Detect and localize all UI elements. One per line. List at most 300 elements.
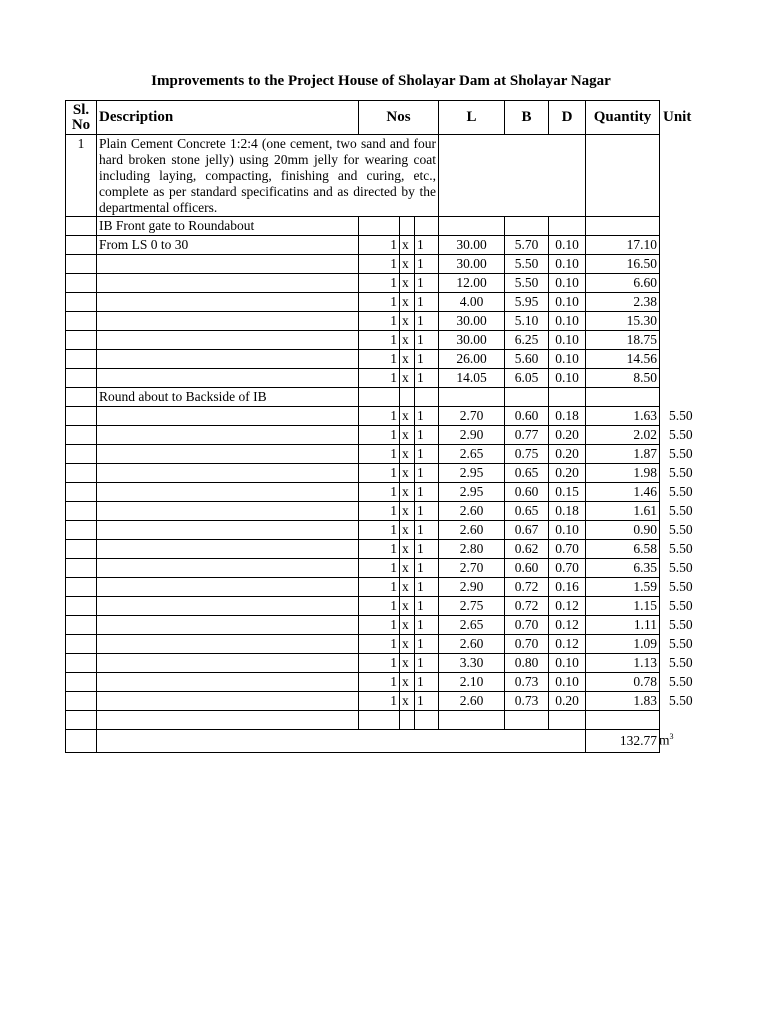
length-value: 2.60 bbox=[439, 521, 505, 540]
breadth-value: 0.73 bbox=[505, 692, 549, 711]
unit-value: 5.50 bbox=[669, 426, 693, 442]
nos-count: 1 bbox=[359, 597, 400, 616]
quantity-value: 1.83 bbox=[586, 692, 660, 711]
slno-cell bbox=[66, 217, 97, 236]
empty-cell bbox=[415, 711, 439, 730]
nos-count: 1 bbox=[359, 350, 400, 369]
depth-value: 0.10 bbox=[549, 331, 586, 350]
depth-value: 0.70 bbox=[549, 559, 586, 578]
description-cell bbox=[97, 426, 359, 445]
table-row bbox=[66, 521, 660, 540]
header-unit: Unit bbox=[663, 109, 692, 125]
nos-multiplier: 1 bbox=[415, 255, 439, 274]
length-value: 2.60 bbox=[439, 635, 505, 654]
nos-multiplier: 1 bbox=[415, 559, 439, 578]
table-row bbox=[66, 578, 660, 597]
description-cell bbox=[97, 597, 359, 616]
length-value: 3.30 bbox=[439, 654, 505, 673]
nos-count: 1 bbox=[359, 293, 400, 312]
description-cell bbox=[97, 654, 359, 673]
quantity-value: 6.60 bbox=[586, 274, 660, 293]
table-row bbox=[66, 350, 660, 369]
table-row bbox=[66, 426, 660, 445]
description-cell bbox=[97, 350, 359, 369]
section-subheading: From LS 0 to 30 bbox=[97, 236, 359, 255]
empty-cell bbox=[439, 711, 505, 730]
quantity-value: 1.46 bbox=[586, 483, 660, 502]
quantity-value: 0.90 bbox=[586, 521, 660, 540]
depth-value: 0.10 bbox=[549, 236, 586, 255]
measurement-table bbox=[65, 100, 660, 753]
section-heading: IB Front gate to Roundabout bbox=[97, 217, 359, 236]
nos-count: 1 bbox=[359, 673, 400, 692]
nos-times: x bbox=[400, 350, 415, 369]
depth-value: 0.16 bbox=[549, 578, 586, 597]
length-value: 2.10 bbox=[439, 673, 505, 692]
description-cell bbox=[97, 331, 359, 350]
empty-cell bbox=[586, 388, 660, 407]
empty-cell bbox=[586, 217, 660, 236]
description-cell bbox=[97, 274, 359, 293]
description-cell bbox=[97, 578, 359, 597]
nos-count: 1 bbox=[359, 331, 400, 350]
nos-count: 1 bbox=[359, 407, 400, 426]
breadth-value: 0.73 bbox=[505, 673, 549, 692]
unit-value: 5.50 bbox=[669, 502, 693, 518]
unit-value: 5.50 bbox=[669, 673, 693, 689]
breadth-value: 6.25 bbox=[505, 331, 549, 350]
unit-value: 5.50 bbox=[669, 635, 693, 651]
empty-cell bbox=[439, 388, 505, 407]
header-b: B bbox=[505, 101, 549, 135]
depth-value: 0.20 bbox=[549, 426, 586, 445]
slno-cell bbox=[66, 521, 97, 540]
nos-multiplier: 1 bbox=[415, 274, 439, 293]
slno-cell bbox=[66, 445, 97, 464]
table-row bbox=[66, 331, 660, 350]
total-label-cell bbox=[97, 730, 586, 753]
length-value: 2.90 bbox=[439, 578, 505, 597]
slno-cell bbox=[66, 350, 97, 369]
quantity-value: 1.63 bbox=[586, 407, 660, 426]
table-row bbox=[66, 369, 660, 388]
unit-value: 5.50 bbox=[669, 483, 693, 499]
total-unit-exponent: 3 bbox=[669, 731, 674, 741]
table-row bbox=[66, 236, 660, 255]
header-nos: Nos bbox=[359, 101, 439, 135]
quantity-value: 1.09 bbox=[586, 635, 660, 654]
nos-times: x bbox=[400, 312, 415, 331]
nos-multiplier: 1 bbox=[415, 293, 439, 312]
quantity-value: 1.15 bbox=[586, 597, 660, 616]
length-value: 12.00 bbox=[439, 274, 505, 293]
description-cell bbox=[97, 692, 359, 711]
total-quantity: 132.77 bbox=[586, 730, 660, 753]
description-cell bbox=[97, 559, 359, 578]
depth-value: 0.10 bbox=[549, 255, 586, 274]
breadth-value: 0.75 bbox=[505, 445, 549, 464]
breadth-value: 5.60 bbox=[505, 350, 549, 369]
quantity-value: 0.78 bbox=[586, 673, 660, 692]
nos-multiplier: 1 bbox=[415, 369, 439, 388]
description-cell bbox=[97, 673, 359, 692]
depth-value: 0.18 bbox=[549, 502, 586, 521]
header-description: Description bbox=[97, 101, 359, 135]
length-value: 2.80 bbox=[439, 540, 505, 559]
length-value: 4.00 bbox=[439, 293, 505, 312]
breadth-value: 5.95 bbox=[505, 293, 549, 312]
total-unit bbox=[659, 732, 674, 749]
nos-multiplier: 1 bbox=[415, 426, 439, 445]
nos-count: 1 bbox=[359, 559, 400, 578]
nos-multiplier: 1 bbox=[415, 673, 439, 692]
quantity-value: 1.98 bbox=[586, 464, 660, 483]
quantity-value: 17.10 bbox=[586, 236, 660, 255]
nos-multiplier: 1 bbox=[415, 350, 439, 369]
empty-cell bbox=[359, 388, 400, 407]
slno-cell bbox=[66, 388, 97, 407]
description-cell bbox=[97, 293, 359, 312]
empty-cell bbox=[400, 388, 415, 407]
unit-value: 5.50 bbox=[669, 616, 693, 632]
quantity-value: 14.56 bbox=[586, 350, 660, 369]
item-description: Plain Cement Concrete 1:2:4 (one cement, two sand and four hard broken stone jelly) using 20mm jelly for wearing coat including laying, compacting, finishing and curing, etc., complete as per standard specificatins and as directed by the departmental officers. bbox=[97, 135, 439, 217]
breadth-value: 0.70 bbox=[505, 635, 549, 654]
breadth-value: 0.70 bbox=[505, 616, 549, 635]
nos-multiplier: 1 bbox=[415, 464, 439, 483]
depth-value: 0.12 bbox=[549, 635, 586, 654]
description-cell bbox=[97, 464, 359, 483]
quantity-value: 8.50 bbox=[586, 369, 660, 388]
quantity-value: 1.59 bbox=[586, 578, 660, 597]
empty-cell bbox=[549, 711, 586, 730]
nos-times: x bbox=[400, 331, 415, 350]
depth-value: 0.10 bbox=[549, 274, 586, 293]
nos-times: x bbox=[400, 521, 415, 540]
length-value: 2.60 bbox=[439, 692, 505, 711]
slno-cell bbox=[66, 654, 97, 673]
section-heading-row bbox=[66, 217, 660, 236]
nos-times: x bbox=[400, 255, 415, 274]
unit-value: 5.50 bbox=[669, 578, 693, 594]
empty-cell bbox=[400, 711, 415, 730]
description-cell bbox=[97, 483, 359, 502]
quantity-value: 1.87 bbox=[586, 445, 660, 464]
table-row bbox=[66, 673, 660, 692]
slno-cell bbox=[66, 312, 97, 331]
empty-cell bbox=[505, 217, 549, 236]
slno-cell bbox=[66, 730, 97, 753]
slno-cell bbox=[66, 407, 97, 426]
table-row bbox=[66, 483, 660, 502]
breadth-value: 0.72 bbox=[505, 578, 549, 597]
unit-value: 5.50 bbox=[669, 464, 693, 480]
nos-times: x bbox=[400, 236, 415, 255]
nos-count: 1 bbox=[359, 616, 400, 635]
length-value: 30.00 bbox=[439, 331, 505, 350]
description-cell bbox=[97, 502, 359, 521]
breadth-value: 0.62 bbox=[505, 540, 549, 559]
breadth-value: 0.80 bbox=[505, 654, 549, 673]
quantity-value: 18.75 bbox=[586, 331, 660, 350]
slno-cell bbox=[66, 502, 97, 521]
slno-cell bbox=[66, 597, 97, 616]
depth-value: 0.10 bbox=[549, 521, 586, 540]
empty-cell bbox=[359, 217, 400, 236]
empty-cell bbox=[439, 217, 505, 236]
table-row bbox=[66, 502, 660, 521]
slno-cell bbox=[66, 369, 97, 388]
slno-cell bbox=[66, 578, 97, 597]
nos-multiplier: 1 bbox=[415, 540, 439, 559]
nos-times: x bbox=[400, 445, 415, 464]
depth-value: 0.12 bbox=[549, 616, 586, 635]
nos-multiplier: 1 bbox=[415, 445, 439, 464]
quantity-value: 6.35 bbox=[586, 559, 660, 578]
description-cell bbox=[97, 616, 359, 635]
length-value: 14.05 bbox=[439, 369, 505, 388]
length-value: 30.00 bbox=[439, 312, 505, 331]
empty-cell bbox=[359, 711, 400, 730]
total-unit-base: m bbox=[659, 732, 670, 747]
empty-cell bbox=[400, 217, 415, 236]
empty-cell bbox=[415, 388, 439, 407]
quantity-value: 1.11 bbox=[586, 616, 660, 635]
nos-count: 1 bbox=[359, 578, 400, 597]
nos-multiplier: 1 bbox=[415, 483, 439, 502]
description-cell bbox=[97, 407, 359, 426]
nos-times: x bbox=[400, 274, 415, 293]
depth-value: 0.12 bbox=[549, 597, 586, 616]
nos-times: x bbox=[400, 635, 415, 654]
table-row bbox=[66, 635, 660, 654]
slno-cell bbox=[66, 293, 97, 312]
slno-cell bbox=[66, 274, 97, 293]
description-cell bbox=[97, 445, 359, 464]
depth-value: 0.10 bbox=[549, 350, 586, 369]
length-value: 2.95 bbox=[439, 464, 505, 483]
nos-count: 1 bbox=[359, 654, 400, 673]
header-l: L bbox=[439, 101, 505, 135]
item-empty-cell bbox=[439, 135, 586, 217]
breadth-value: 0.72 bbox=[505, 597, 549, 616]
nos-multiplier: 1 bbox=[415, 597, 439, 616]
depth-value: 0.15 bbox=[549, 483, 586, 502]
depth-value: 0.18 bbox=[549, 407, 586, 426]
nos-count: 1 bbox=[359, 369, 400, 388]
length-value: 26.00 bbox=[439, 350, 505, 369]
description-cell bbox=[97, 255, 359, 274]
depth-value: 0.20 bbox=[549, 692, 586, 711]
nos-count: 1 bbox=[359, 274, 400, 293]
nos-multiplier: 1 bbox=[415, 578, 439, 597]
nos-times: x bbox=[400, 293, 415, 312]
nos-times: x bbox=[400, 483, 415, 502]
length-value: 30.00 bbox=[439, 255, 505, 274]
nos-times: x bbox=[400, 692, 415, 711]
slno-cell bbox=[66, 331, 97, 350]
slno-cell bbox=[66, 464, 97, 483]
length-value: 30.00 bbox=[439, 236, 505, 255]
table-row bbox=[66, 692, 660, 711]
breadth-value: 0.67 bbox=[505, 521, 549, 540]
depth-value: 0.10 bbox=[549, 369, 586, 388]
nos-count: 1 bbox=[359, 692, 400, 711]
nos-multiplier: 1 bbox=[415, 521, 439, 540]
nos-count: 1 bbox=[359, 236, 400, 255]
slno-cell bbox=[66, 236, 97, 255]
breadth-value: 0.60 bbox=[505, 483, 549, 502]
item-row bbox=[66, 135, 660, 217]
quantity-value: 1.13 bbox=[586, 654, 660, 673]
empty-cell bbox=[505, 711, 549, 730]
nos-multiplier: 1 bbox=[415, 236, 439, 255]
blank-row bbox=[66, 711, 660, 730]
nos-multiplier: 1 bbox=[415, 407, 439, 426]
quantity-value: 1.61 bbox=[586, 502, 660, 521]
breadth-value: 0.60 bbox=[505, 407, 549, 426]
unit-value: 5.50 bbox=[669, 407, 693, 423]
item-slno: 1 bbox=[66, 135, 97, 217]
unit-value: 5.50 bbox=[669, 521, 693, 537]
breadth-value: 0.65 bbox=[505, 464, 549, 483]
quantity-value: 6.58 bbox=[586, 540, 660, 559]
breadth-value: 5.50 bbox=[505, 274, 549, 293]
nos-multiplier: 1 bbox=[415, 616, 439, 635]
nos-times: x bbox=[400, 597, 415, 616]
breadth-value: 5.10 bbox=[505, 312, 549, 331]
slno-cell bbox=[66, 635, 97, 654]
slno-cell bbox=[66, 616, 97, 635]
table-row bbox=[66, 616, 660, 635]
nos-multiplier: 1 bbox=[415, 635, 439, 654]
length-value: 2.70 bbox=[439, 559, 505, 578]
description-cell bbox=[97, 540, 359, 559]
breadth-value: 6.05 bbox=[505, 369, 549, 388]
depth-value: 0.70 bbox=[549, 540, 586, 559]
description-cell bbox=[97, 521, 359, 540]
table-row bbox=[66, 312, 660, 331]
document-title: Improvements to the Project House of Sholayar Dam at Sholayar Nagar bbox=[151, 73, 611, 89]
table-row bbox=[66, 464, 660, 483]
length-value: 2.70 bbox=[439, 407, 505, 426]
breadth-value: 0.77 bbox=[505, 426, 549, 445]
empty-cell bbox=[586, 711, 660, 730]
length-value: 2.65 bbox=[439, 616, 505, 635]
nos-multiplier: 1 bbox=[415, 654, 439, 673]
unit-value: 5.50 bbox=[669, 445, 693, 461]
table-row bbox=[66, 445, 660, 464]
nos-times: x bbox=[400, 559, 415, 578]
nos-count: 1 bbox=[359, 483, 400, 502]
breadth-value: 5.50 bbox=[505, 255, 549, 274]
slno-cell bbox=[66, 426, 97, 445]
nos-times: x bbox=[400, 578, 415, 597]
header-quantity: Quantity bbox=[586, 101, 660, 135]
table-row bbox=[66, 540, 660, 559]
quantity-value: 15.30 bbox=[586, 312, 660, 331]
table-row bbox=[66, 293, 660, 312]
nos-times: x bbox=[400, 540, 415, 559]
empty-cell bbox=[549, 217, 586, 236]
nos-count: 1 bbox=[359, 445, 400, 464]
slno-cell bbox=[66, 540, 97, 559]
nos-count: 1 bbox=[359, 255, 400, 274]
table-row bbox=[66, 274, 660, 293]
nos-times: x bbox=[400, 407, 415, 426]
quantity-value: 2.38 bbox=[586, 293, 660, 312]
description-cell bbox=[97, 635, 359, 654]
depth-value: 0.10 bbox=[549, 654, 586, 673]
nos-times: x bbox=[400, 464, 415, 483]
empty-cell bbox=[549, 388, 586, 407]
depth-value: 0.20 bbox=[549, 445, 586, 464]
unit-value: 5.50 bbox=[669, 540, 693, 556]
section-heading-row bbox=[66, 388, 660, 407]
nos-count: 1 bbox=[359, 464, 400, 483]
table-row bbox=[66, 597, 660, 616]
nos-multiplier: 1 bbox=[415, 692, 439, 711]
empty-cell bbox=[415, 217, 439, 236]
header-slno: Sl. No bbox=[66, 101, 97, 135]
breadth-value: 0.65 bbox=[505, 502, 549, 521]
nos-count: 1 bbox=[359, 312, 400, 331]
nos-count: 1 bbox=[359, 502, 400, 521]
breadth-value: 5.70 bbox=[505, 236, 549, 255]
header-d: D bbox=[549, 101, 586, 135]
nos-times: x bbox=[400, 616, 415, 635]
unit-value: 5.50 bbox=[669, 597, 693, 613]
slno-cell bbox=[66, 483, 97, 502]
depth-value: 0.10 bbox=[549, 673, 586, 692]
nos-times: x bbox=[400, 654, 415, 673]
nos-times: x bbox=[400, 426, 415, 445]
length-value: 2.90 bbox=[439, 426, 505, 445]
depth-value: 0.10 bbox=[549, 312, 586, 331]
table-row bbox=[66, 407, 660, 426]
description-cell bbox=[97, 369, 359, 388]
nos-multiplier: 1 bbox=[415, 331, 439, 350]
depth-value: 0.10 bbox=[549, 293, 586, 312]
length-value: 2.65 bbox=[439, 445, 505, 464]
nos-count: 1 bbox=[359, 521, 400, 540]
table-row bbox=[66, 559, 660, 578]
header-row bbox=[66, 101, 660, 135]
slno-cell bbox=[66, 692, 97, 711]
nos-times: x bbox=[400, 673, 415, 692]
total-row bbox=[66, 730, 660, 753]
unit-value: 5.50 bbox=[669, 559, 693, 575]
nos-count: 1 bbox=[359, 635, 400, 654]
table-row bbox=[66, 654, 660, 673]
length-value: 2.95 bbox=[439, 483, 505, 502]
item-quantity-cell bbox=[586, 135, 660, 217]
unit-value: 5.50 bbox=[669, 692, 693, 708]
table-row bbox=[66, 255, 660, 274]
nos-times: x bbox=[400, 369, 415, 388]
depth-value: 0.20 bbox=[549, 464, 586, 483]
section-heading: Round about to Backside of IB bbox=[97, 388, 359, 407]
description-cell bbox=[97, 711, 359, 730]
nos-count: 1 bbox=[359, 540, 400, 559]
breadth-value: 0.60 bbox=[505, 559, 549, 578]
slno-cell bbox=[66, 711, 97, 730]
length-value: 2.60 bbox=[439, 502, 505, 521]
length-value: 2.75 bbox=[439, 597, 505, 616]
nos-times: x bbox=[400, 502, 415, 521]
slno-cell bbox=[66, 559, 97, 578]
empty-cell bbox=[505, 388, 549, 407]
